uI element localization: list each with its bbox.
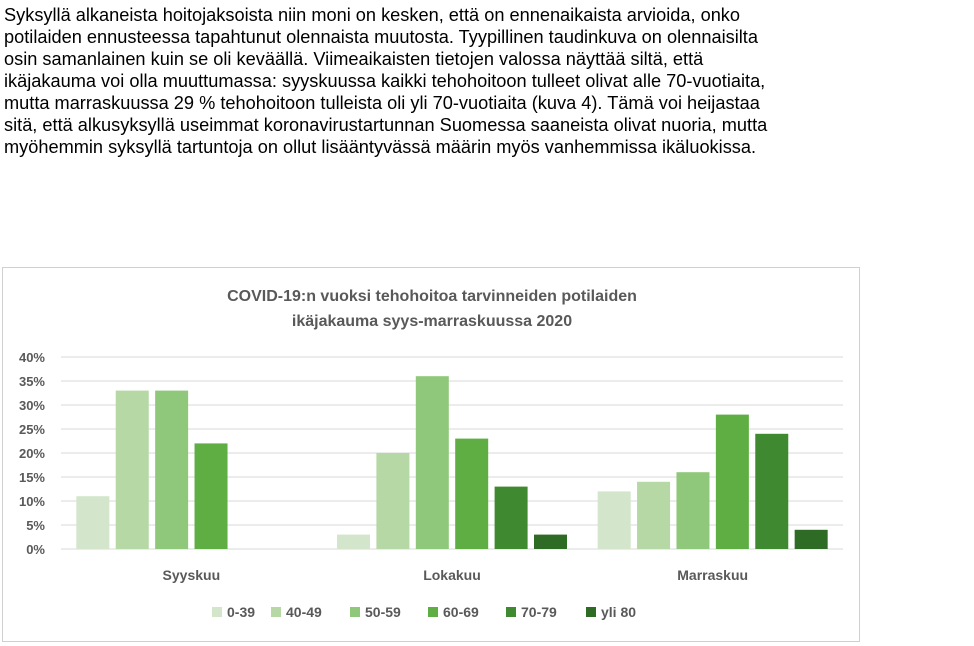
paragraph-line: mutta marraskuussa 29 % tehohoitoon tulleista oli yli 70-vuotiaita (kuva 4). Tämä voi heijastaa (4, 93, 760, 113)
legend-label: 60-69 (443, 604, 479, 620)
x-category-label: Lokakuu (423, 567, 481, 583)
legend-swatch (271, 607, 281, 617)
legend-label: 40-49 (286, 604, 322, 620)
y-tick-label: 10% (18, 494, 45, 509)
bar-50-59-marraskuu (676, 472, 709, 549)
x-axis-categories (163, 567, 749, 583)
bar-50-59-lokakuu (416, 376, 449, 549)
x-category-label: Syyskuu (162, 567, 221, 583)
paragraph-line: ikäjakauma voi olla muuttumassa: syyskuussa kaikki tehohoitoon tulleet olivat alle 70-vuotiaita, (4, 71, 766, 91)
paragraph-line: osin samanlainen kuin se oli keväällä. Viimeaikaisten tietojen valossa näyttää siltä, että (4, 49, 704, 69)
legend (212, 604, 636, 620)
y-tick-label: 0% (26, 542, 45, 557)
body-paragraph (4, 4, 970, 158)
legend-swatch (212, 607, 222, 617)
bar-50-59-syyskuu (155, 391, 188, 549)
bars (76, 376, 827, 549)
bar-chart (3, 268, 859, 641)
chart-container (2, 267, 860, 642)
bar-60-69-lokakuu (455, 439, 488, 549)
y-tick-label: 25% (18, 422, 45, 437)
chart-title-line-1: COVID-19:n vuoksi tehohoitoa tarvinneiden potilaiden (227, 288, 637, 305)
legend-label: 70-79 (521, 604, 557, 620)
bar-0-39-lokakuu (337, 535, 370, 549)
y-tick-label: 35% (18, 374, 45, 389)
legend-swatch (350, 607, 360, 617)
bar-70-79-lokakuu (495, 487, 528, 549)
bar-0-39-syyskuu (76, 496, 109, 549)
y-tick-label: 20% (18, 446, 45, 461)
paragraph-line: Syksyllä alkaneista hoitojaksoista niin moni on kesken, että on ennenaikaista arvioida, onko (4, 5, 741, 25)
y-tick-label: 15% (18, 470, 45, 485)
y-tick-label: 40% (18, 350, 45, 365)
bar-60-69-marraskuu (716, 415, 749, 549)
paragraph-line: sitä, että alkusyksyllä useimmat koronavirustartunnan Suomessa saaneista olivat nuoria, mutta (4, 115, 768, 135)
chart-title-line-2: ikäjakauma syys-marraskuussa 2020 (291, 313, 573, 330)
y-tick-label: 5% (26, 518, 45, 533)
bar-yli-80-marraskuu (795, 530, 828, 549)
legend-swatch (586, 607, 596, 617)
legend-label: 50-59 (365, 604, 401, 620)
bar-0-39-marraskuu (598, 491, 631, 549)
bar-40-49-marraskuu (637, 482, 670, 549)
legend-label: yli 80 (601, 604, 637, 620)
bar-70-79-marraskuu (755, 434, 788, 549)
y-axis-ticks (19, 350, 45, 557)
bar-40-49-lokakuu (376, 453, 409, 549)
bar-40-49-syyskuu (116, 391, 149, 549)
legend-swatch (428, 607, 438, 617)
paragraph-line: potilaiden ennusteessa tapahtunut olennaista muutosta. Tyypillinen taudinkuva on olennaisilta (4, 27, 758, 47)
bar-yli-80-lokakuu (534, 535, 567, 549)
bar-60-69-syyskuu (195, 443, 228, 549)
paragraph-line: myöhemmin syksyllä tartuntoja on ollut lisääntyvässä määrin myös vanhemmissa ikäluokissa. (4, 137, 757, 157)
legend-swatch (506, 607, 516, 617)
legend-label: 0-39 (227, 604, 256, 620)
y-tick-label: 30% (18, 398, 45, 413)
x-category-label: Marraskuu (677, 567, 749, 583)
